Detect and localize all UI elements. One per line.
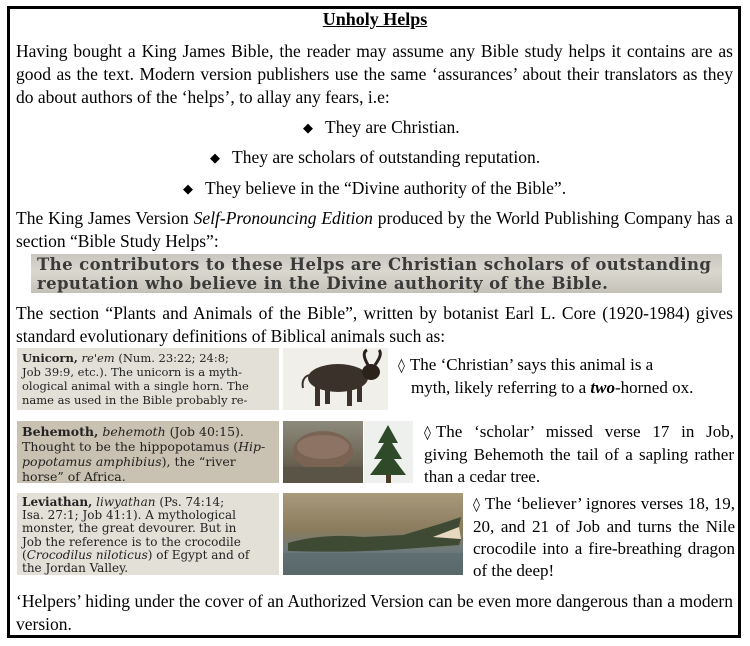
scanned-quote-line-2: reputation who believe in the Divine authority of the Bible. — [37, 274, 609, 293]
lozenge-icon: ◊ — [473, 497, 480, 513]
lozenge-icon: ◊ — [398, 358, 405, 374]
scanned-quote — [31, 254, 722, 293]
behemoth-line-2: Thought to be the hippopotamus ( — [22, 439, 239, 454]
crocodile-photo — [283, 493, 463, 575]
crocodile-illustration — [283, 493, 463, 575]
ox-photo — [283, 348, 388, 410]
diamond-bullet-icon: ◆ — [183, 181, 193, 196]
behemoth-heading: Behemoth, — [22, 424, 99, 439]
kjv-text-after: produced by the World Publishing Company has a section “Bible Study Helps”: — [16, 208, 733, 251]
unicorn-note — [398, 354, 728, 399]
unicorn-line-3: ological animal with a single horn. The — [22, 379, 249, 393]
unicorn-ref: (Num. 23:22; 24:8; — [118, 351, 229, 365]
bullet-1 — [303, 116, 460, 140]
intro-paragraph: Having bought a King James Bible, the reader may assume any Bible study helps it contains are as good as the text. Modern version publishers use the same ‘assurances’ about their translators as they do about authors of the ‘helps’, to allay any fears, i.e: — [16, 41, 733, 107]
behemoth-ref: (Job 40:15). — [169, 424, 244, 439]
cedar-tree-icon — [364, 421, 413, 483]
behemoth-line-4: horse” of Africa. — [22, 469, 126, 483]
behemoth-note-text: The ‘scholar’ missed verse 17 in Job, giving Behemoth the tail of a sapling rather than a cedar tree. — [424, 422, 734, 486]
behemoth-line-3: ), the “river — [161, 454, 236, 469]
unicorn-clipping — [17, 348, 279, 410]
cedar-tree-photo — [364, 421, 413, 483]
bullet-3-text: They believe in the “Divine authority of the Bible”. — [205, 178, 567, 198]
leviathan-note-text: The ‘believer’ ignores verses 18, 19, 20, and 21 of Job and turns the Nile crocodile into a fire-breathing dragon of the deep! — [473, 494, 735, 580]
behemoth-hebrew: behemoth — [102, 424, 166, 439]
diamond-bullet-icon: ◆ — [303, 120, 313, 135]
behemoth-clipping — [17, 421, 279, 483]
closing-paragraph: ‘Helpers’ hiding under the cover of an Authorized Version can be even more dangerous than a modern version. — [16, 591, 733, 634]
diamond-bullet-icon: ◆ — [210, 150, 220, 165]
hippo-photo — [283, 421, 363, 483]
bullet-3 — [183, 177, 566, 201]
leviathan-line-3: monster, the great devourer. But in — [22, 521, 237, 536]
kjv-text-before: The King James Version — [16, 208, 194, 228]
bullet-2 — [210, 146, 540, 170]
leviathan-line-5: ) of Egypt and of — [147, 547, 250, 562]
lozenge-icon: ◊ — [424, 425, 431, 441]
leviathan-line-6: the Jordan Valley. — [22, 561, 129, 575]
unicorn-heading: Unicorn, — [22, 351, 78, 365]
leviathan-line-5-italic: Crocodilus niloticus — [26, 547, 148, 562]
unicorn-note-line-1: The ‘Christian’ says this animal is a — [409, 355, 654, 374]
unicorn-line-2: Job 39:9, etc.). The unicorn is a myth- — [22, 365, 243, 379]
bullet-2-text: They are scholars of outstanding reputation. — [232, 147, 541, 167]
behemoth-note — [424, 421, 734, 488]
behemoth-line-3-italic: popotamus amphibius — [22, 454, 162, 469]
unicorn-hebrew: re'em — [81, 351, 115, 365]
leviathan-note — [473, 493, 735, 582]
unicorn-note-emphasis: two — [590, 378, 615, 397]
unicorn-line-4: name as used in the Bible probably re- — [22, 393, 248, 407]
scanned-quote-line-1: The contributors to these Helps are Christian scholars of outstanding — [37, 255, 712, 274]
bullet-1-text: They are Christian. — [325, 117, 460, 137]
kjv-paragraph — [16, 207, 733, 253]
section-paragraph: The section “Plants and Animals of the Bible”, written by botanist Earl L. Core (1920-1984) gives standard evolutionary definitions of Biblical animals such as: — [16, 303, 733, 346]
leviathan-heading: Leviathan, — [22, 495, 93, 509]
hippo-illustration — [283, 421, 363, 483]
leviathan-clipping — [17, 493, 279, 575]
kjv-edition-title: Self-Pronouncing Edition — [193, 208, 373, 228]
leviathan-hebrew: liwyathan — [96, 495, 156, 509]
leviathan-line-5-open: ( — [22, 547, 27, 562]
leviathan-ref: (Ps. 74:14; — [159, 495, 225, 509]
leviathan-line-4: Job the reference is to the crocodile — [22, 534, 241, 549]
behemoth-line-2-italic: Hip- — [238, 439, 266, 454]
unicorn-note-line-2-end: -horned ox. — [614, 378, 694, 397]
ox-illustration — [283, 348, 388, 410]
unicorn-note-line-2: myth, likely referring to a — [411, 378, 591, 397]
page-title: Unholy Helps — [322, 9, 428, 29]
leviathan-line-2: Isa. 27:1; Job 41:1). A mythological — [22, 508, 236, 523]
